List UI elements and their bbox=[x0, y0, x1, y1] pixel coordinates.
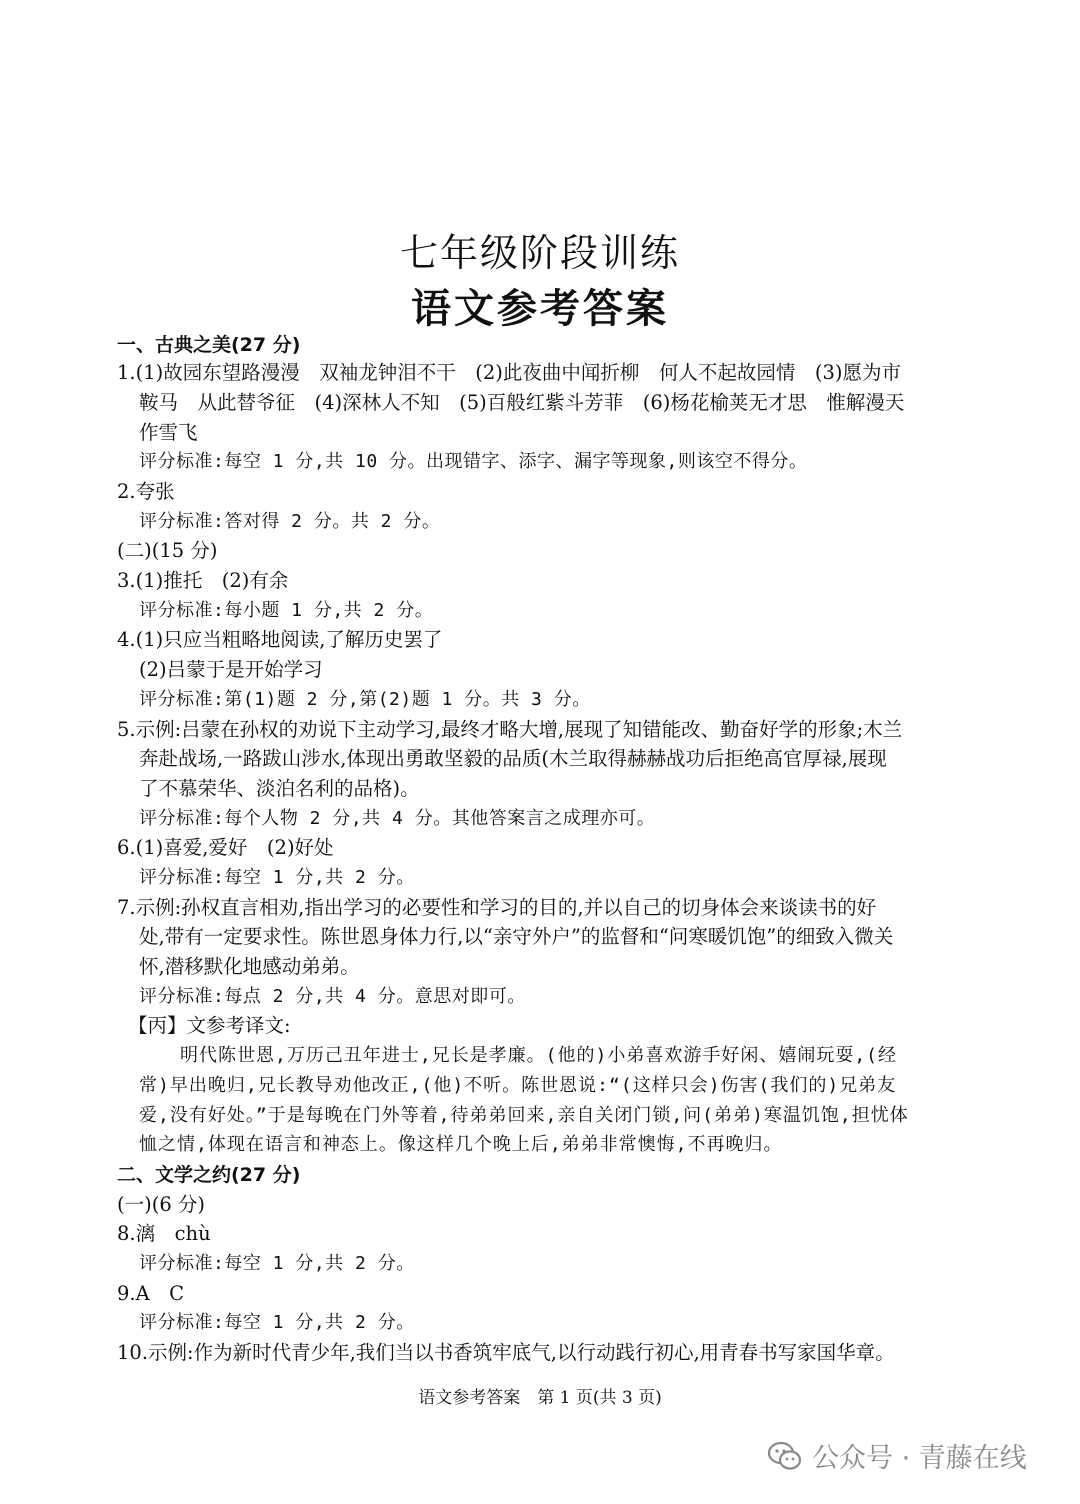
translation-line: 明代陈世恩,万历己丑年进士,兄长是孝廉。(他的)小弟喜欢游手好闲、嬉闹玩耍,(经 bbox=[180, 1045, 898, 1066]
answer-line: 9.A C bbox=[117, 1282, 185, 1305]
watermark bbox=[768, 1436, 1027, 1475]
watermark-text: 公众号 · 青藤在线 bbox=[812, 1443, 1027, 1474]
answer-line: 4.(1)只应当粗略地阅读,了解历史罢了 bbox=[117, 628, 443, 651]
page-title: 七年级阶段训练 bbox=[399, 231, 680, 275]
answer-line: 7.示例:孙权直言相劝,指出学习的必要性和学习的目的,并以自己的切身体会来谈读书的好 bbox=[117, 896, 877, 919]
translation-line: 常)早出晚归,兄长教导劝他改正,(他)不听。陈世恩说:“(这样只会)伤害(我们的)兄弟友 bbox=[139, 1075, 897, 1096]
answer-line: 处,带有一定要求性。陈世恩身体力行,以“亲守外户”的监督和“问寒暖饥饱”的细致入微关 bbox=[139, 925, 894, 948]
scoring-rule: 评分标准:每空 1 分,共 2 分。 bbox=[139, 1253, 415, 1274]
wechat-icon bbox=[768, 1441, 802, 1471]
scoring-rule: 评分标准:每空 1 分,共 10 分。出现错字、添字、漏字等现象,则该空不得分。 bbox=[139, 451, 808, 472]
answer-line: 5.示例:吕蒙在孙权的劝说下主动学习,最终才略大增,展现了知错能改、勤奋好学的形象;木兰 bbox=[117, 718, 903, 741]
answer-line: 6.(1)喜爱,爱好 (2)好处 bbox=[117, 836, 334, 859]
answer-line: 8.漓 chù bbox=[117, 1222, 211, 1245]
scoring-rule: 评分标准:第(1)题 2 分,第(2)题 1 分。共 3 分。 bbox=[139, 689, 591, 710]
page-footer: 语文参考答案 第 1 页(共 3 页) bbox=[418, 1388, 662, 1408]
answer-line: 10.示例:作为新时代青少年,我们当以书香筑牢底气,以行动践行初心,用青春书写家国华章。 bbox=[117, 1341, 895, 1364]
answer-line: 3.(1)推托 (2)有余 bbox=[117, 569, 289, 592]
translation-line: 恤之情,体现在语言和神态上。像这样几个晚上后,弟弟非常懊悔,不再晚归。 bbox=[139, 1134, 783, 1155]
answer-line: 2.夸张 bbox=[117, 480, 175, 503]
answer-line: 奔赴战场,一路跋山涉水,体现出勇敢坚毅的品质(木兰取得赫赫战功后拒绝高官厚禄,展现 bbox=[139, 747, 887, 770]
scoring-rule: 评分标准:每点 2 分,共 4 分。意思对即可。 bbox=[139, 986, 526, 1007]
subsection-heading: (一)(6 分) bbox=[117, 1193, 206, 1216]
scoring-rule: 评分标准:每个人物 2 分,共 4 分。其他答案言之成理亦可。 bbox=[139, 808, 656, 829]
answer-line: (2)吕蒙于是开始学习 bbox=[139, 658, 323, 681]
scoring-rule: 评分标准:每小题 1 分,共 2 分。 bbox=[139, 600, 434, 621]
answer-line: 怀,潜移默化地感动弟弟。 bbox=[139, 955, 360, 978]
translation-heading: 【丙】文参考译文: bbox=[128, 1014, 291, 1037]
answer-line: 作雪飞 bbox=[139, 421, 198, 444]
scoring-rule: 评分标准:答对得 2 分。共 2 分。 bbox=[139, 511, 441, 532]
subsection-heading: (二)(15 分) bbox=[117, 539, 218, 562]
scoring-rule: 评分标准:每空 1 分,共 2 分。 bbox=[139, 1312, 415, 1333]
answer-line: 了不慕荣华、淡泊名利的品格)。 bbox=[139, 777, 420, 800]
section-heading: 一、古典之美(27 分) bbox=[117, 334, 301, 356]
answer-line: 1.(1)故园东望路漫漫 双袖龙钟泪不干 (2)此夜曲中闻折柳 何人不起故园情 (3)愿为市 bbox=[117, 361, 901, 384]
scoring-rule: 评分标准:每空 1 分,共 2 分。 bbox=[139, 867, 415, 888]
page-subtitle: 语文参考答案 bbox=[411, 285, 669, 332]
section-heading: 二、文学之约(27 分) bbox=[117, 1164, 301, 1186]
answer-line: 鞍马 从此替爷征 (4)深林人不知 (5)百般红紫斗芳菲 (6)杨花榆荚无才思 惟解漫天 bbox=[139, 391, 905, 414]
translation-line: 爱,没有好处。”于是每晚在门外等着,待弟弟回来,亲自关闭门锁,问(弟弟)寒温饥饱,担忧体 bbox=[139, 1105, 909, 1126]
